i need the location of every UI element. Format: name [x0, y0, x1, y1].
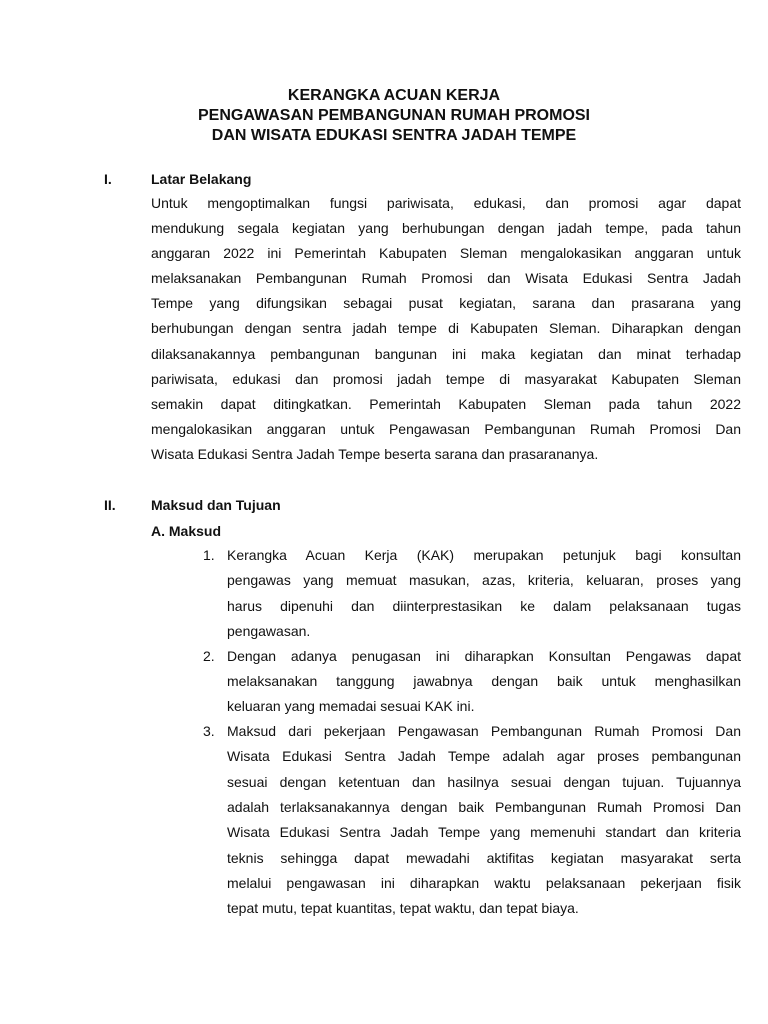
section-1-heading: Latar Belakang	[151, 171, 252, 187]
list-item-line: adalah terlaksanakannya dengan baik Pembangunan Rumah Promosi Dan	[227, 798, 741, 815]
paragraph-line: dilaksanakannya pembangunan bangunan ini maka kegiatan dan minat terhadap	[151, 345, 741, 362]
title-line-3: DAN WISATA EDUKASI SENTRA JADAH TEMPE	[211, 127, 577, 144]
paragraph-line: anggaran 2022 ini Pemerintah Kabupaten Sleman mengalokasikan anggaran untuk	[151, 245, 741, 262]
list-item-line: melaksanakan tanggung jawabnya dengan baik untuk menghasilkan	[227, 672, 741, 689]
paragraph-line: melaksanakan Pembangunan Rumah Promosi dan Wisata Edukasi Sentra Jadah	[151, 270, 741, 287]
list-item-line: pengawas yang memuat masukan, azas, kriteria, keluaran, proses yang	[227, 572, 741, 589]
list-item	[200, 644, 741, 720]
list-item	[200, 543, 741, 645]
list-item-line: melalui pengawasan ini diharapkan waktu pelaksanaan pekerjaan fisik	[227, 875, 741, 892]
paragraph-line: Untuk mengoptimalkan fungsi pariwisata, edukasi, dan promosi agar dapat	[151, 195, 741, 211]
section-1-number: I.	[104, 171, 112, 187]
document-title	[0, 86, 768, 146]
paragraph-line: Wisata Edukasi Sentra Jadah Tempe beserta sarana dan prasarananya.	[151, 445, 599, 462]
title-line-1: KERANGKA ACUAN KERJA	[287, 87, 501, 104]
list-item-line: pengawasan.	[227, 623, 311, 640]
list-item-number: 1.	[203, 547, 215, 563]
paragraph-line: mengalokasikan anggaran untuk Pengawasan Pembangunan Rumah Promosi Dan	[151, 420, 741, 437]
paragraph-line: semakin dapat ditingkatkan. Pemerintah Kabupaten Sleman pada tahun 2022	[151, 395, 741, 412]
list-item-number: 2.	[203, 647, 215, 664]
title-line-2: PENGAWASAN PEMBANGUNAN RUMAH PROMOSI	[197, 107, 590, 124]
list-item-line: keluaran yang memadai sesuai KAK ini.	[227, 698, 475, 715]
list-item-line: sesuai dengan ketentuan dan hasilnya sesuai dengan tujuan. Tujuannya	[227, 773, 741, 790]
list-item-line: harus dipenuhi dan diinterprestasikan ke dalam pelaksanaan tugas	[227, 597, 741, 614]
subsection-a-heading: A. Maksud	[151, 523, 222, 539]
list-item-line: Dengan adanya penugasan ini diharapkan Konsultan Pengawas dapat	[227, 647, 741, 664]
list-item-line: Wisata Edukasi Sentra Jadah Tempe yang memenuhi standart dan kriteria	[227, 824, 741, 841]
section-2-number: II.	[104, 497, 116, 513]
list-item-line: tepat mutu, tepat kuantitas, tepat waktu, dan tepat biaya.	[227, 900, 579, 917]
list-item-line: teknis sehingga dapat mewadahi aktifitas kegiatan masyarakat serta	[227, 849, 741, 866]
list-item	[200, 719, 741, 922]
list-item-line: Wisata Edukasi Sentra Jadah Tempe adalah agar proses pembangunan	[227, 748, 741, 765]
section-2-heading: Maksud dan Tujuan	[151, 497, 281, 513]
list-item-line: Kerangka Acuan Kerja (KAK) merupakan petunjuk bagi konsultan	[227, 547, 741, 563]
paragraph-line: pariwisata, edukasi dan promosi jadah tempe di masyarakat Kabupaten Sleman	[151, 370, 741, 387]
paragraph-line: berhubungan dengan sentra jadah tempe di Kabupaten Sleman. Diharapkan dengan	[151, 320, 741, 337]
paragraph-line: Tempe yang difungsikan sebagai pusat kegiatan, sarana dan prasarana yang	[151, 295, 741, 312]
maksud-list	[200, 543, 741, 922]
list-item-number: 3.	[203, 722, 215, 739]
paragraph-line: mendukung segala kegiatan yang berhubungan dengan jadah tempe, pada tahun	[151, 220, 741, 237]
section-1-paragraph	[151, 191, 741, 467]
list-item-line: Maksud dari pekerjaan Pengawasan Pembangunan Rumah Promosi Dan	[227, 722, 741, 739]
